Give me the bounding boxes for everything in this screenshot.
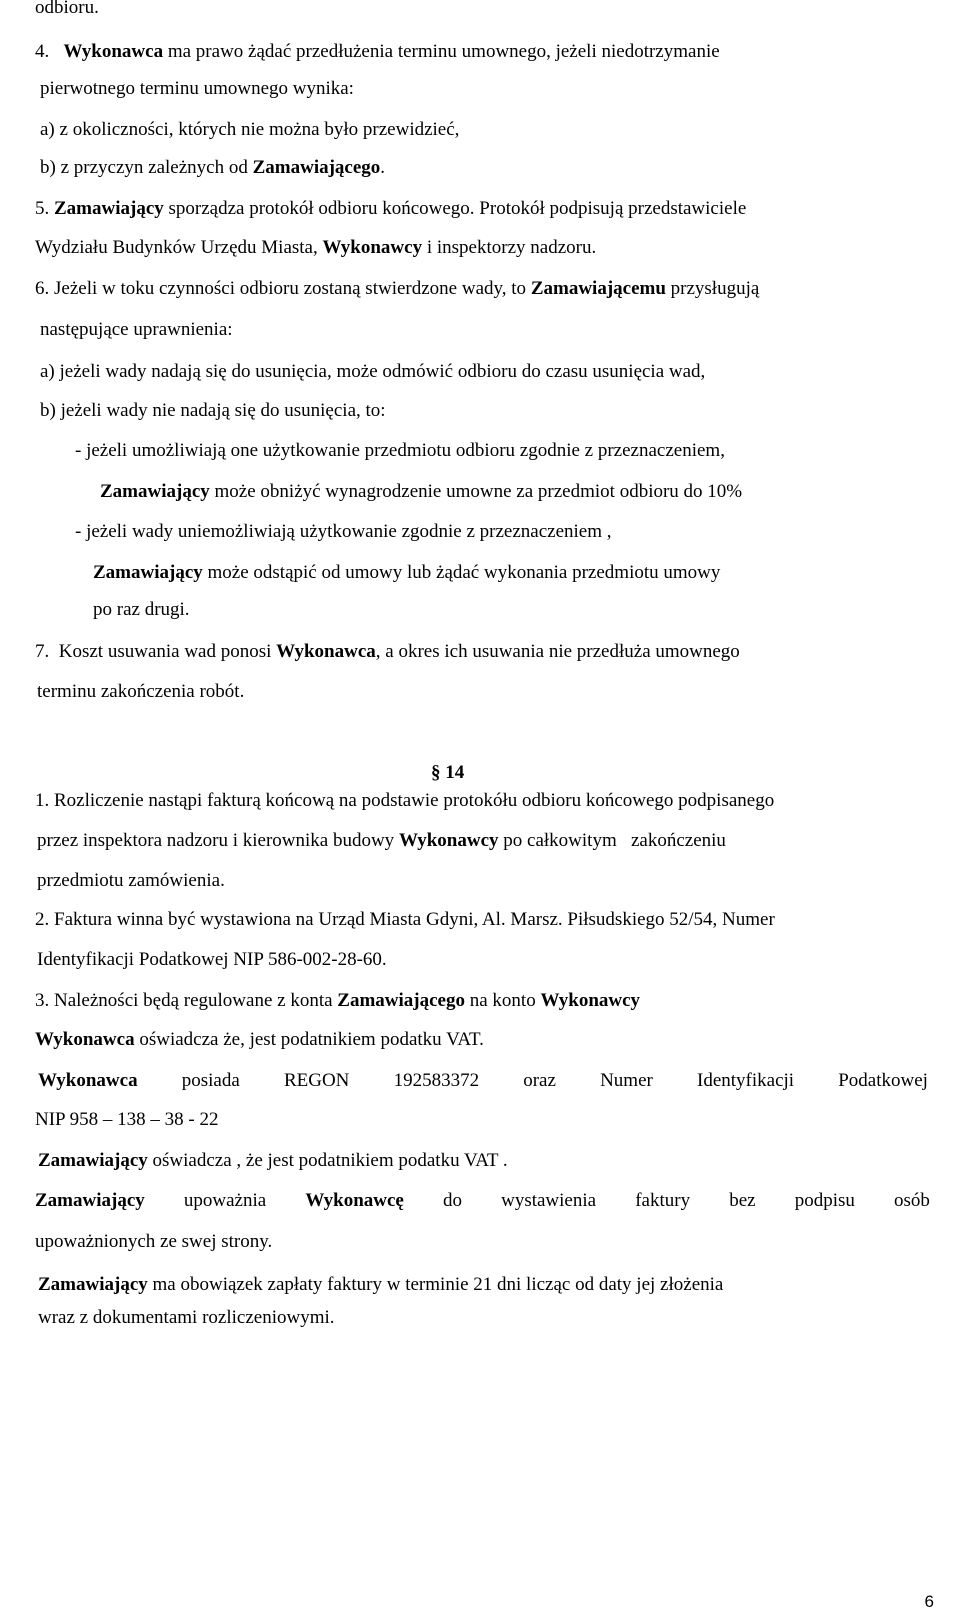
text-line: odbioru. — [35, 0, 99, 18]
word: posiada — [181, 1070, 240, 1091]
text-line: 1. Rozliczenie nastąpi fakturą końcową na podstawie protokółu odbioru końcowego podpisanego — [35, 790, 775, 811]
text-line: przez inspektora nadzoru i kierownika budowy Wykonawcy po całkowitym zakończeniu — [37, 830, 726, 851]
text-line: 4. Wykonawca ma prawo żądać przedłużenia terminu umownego, jeżeli niedotrzymanie — [35, 41, 720, 62]
word: Wykonawca — [38, 1070, 138, 1091]
word: podpisu — [794, 1190, 855, 1211]
text-line: następujące uprawnienia: — [40, 319, 233, 340]
text-line: 3. Należności będą regulowane z konta Zamawiającego na konto Wykonawcy — [35, 990, 641, 1011]
word: Identyfikacji — [697, 1070, 795, 1091]
text-line: pierwotnego terminu umownego wynika: — [40, 78, 354, 99]
text-line: a) z okoliczności, których nie można było przewidzieć, — [40, 119, 460, 140]
text-line: Zamawiający może odstąpić od umowy lub żądać wykonania przedmiotu umowy — [93, 562, 721, 583]
text-line: Identyfikacji Podatkowej NIP 586-002-28-60. — [37, 949, 387, 970]
word: REGON — [283, 1070, 350, 1091]
text-line: b) z przyczyn zależnych od Zamawiającego. — [40, 157, 386, 178]
text-line: NIP 958 – 138 – 38 - 22 — [35, 1109, 219, 1130]
text-line: wraz z dokumentami rozliczeniowymi. — [38, 1307, 335, 1328]
section-heading: § 14 — [431, 762, 465, 783]
page-number: 6 — [924, 1592, 934, 1611]
justified-line — [35, 1189, 930, 1213]
word: 192583372 — [393, 1070, 480, 1091]
text-line: przedmiotu zamówienia. — [37, 870, 225, 891]
word: do — [442, 1190, 462, 1211]
text-line: 5. Zamawiający sporządza protokół odbioru końcowego. Protokół podpisują przedstawiciele — [35, 198, 747, 219]
word: Zamawiający — [35, 1190, 145, 1211]
text-line: - jeżeli umożliwiają one użytkowanie przedmiotu odbioru zgodnie z przeznaczeniem, — [75, 440, 725, 461]
text-line: po raz drugi. — [93, 599, 190, 620]
justified-line — [38, 1069, 928, 1093]
word: Wykonawcę — [305, 1190, 404, 1211]
text-line: Zamawiający oświadcza , że jest podatnikiem podatku VAT . — [38, 1150, 508, 1171]
text-line: upoważnionych ze swej strony. — [35, 1231, 273, 1252]
text-line: Wykonawca oświadcza że, jest podatnikiem podatku VAT. — [35, 1029, 484, 1050]
word: upoważnia — [183, 1190, 267, 1211]
word: bez — [729, 1190, 756, 1211]
text-line: 6. Jeżeli w toku czynności odbioru zostaną stwierdzone wady, to Zamawiającemu przysługują — [35, 278, 760, 299]
text-line: 2. Faktura winna być wystawiona na Urząd Miasta Gdyni, Al. Marsz. Piłsudskiego 52/54, Numer — [35, 909, 775, 930]
text-line: b) jeżeli wady nie nadają się do usunięcia, to: — [40, 400, 386, 421]
word: faktury — [635, 1190, 691, 1211]
word: Numer — [600, 1070, 653, 1091]
text-line: Zamawiający ma obowiązek zapłaty faktury w terminie 21 dni licząc od daty jej złożenia — [38, 1274, 724, 1295]
text-line: a) jeżeli wady nadają się do usunięcia, może odmówić odbioru do czasu usunięcia wad, — [40, 361, 706, 382]
word: Podatkowej — [838, 1070, 928, 1091]
word: wystawienia — [501, 1190, 597, 1211]
text-line: Wydziału Budynków Urzędu Miasta, Wykonawcy i inspektorzy nadzoru. — [35, 237, 597, 258]
word: osób — [894, 1190, 930, 1211]
text-line: 7. Koszt usuwania wad ponosi Wykonawca, a okres ich usuwania nie przedłuża umownego — [35, 641, 740, 662]
text-line: - jeżeli wady uniemożliwiają użytkowanie zgodnie z przeznaczeniem , — [75, 521, 612, 542]
text-line: terminu zakończenia robót. — [37, 681, 245, 702]
text-line: Zamawiający może obniżyć wynagrodzenie umowne za przedmiot odbioru do 10% — [100, 481, 743, 502]
word: oraz — [523, 1070, 556, 1091]
